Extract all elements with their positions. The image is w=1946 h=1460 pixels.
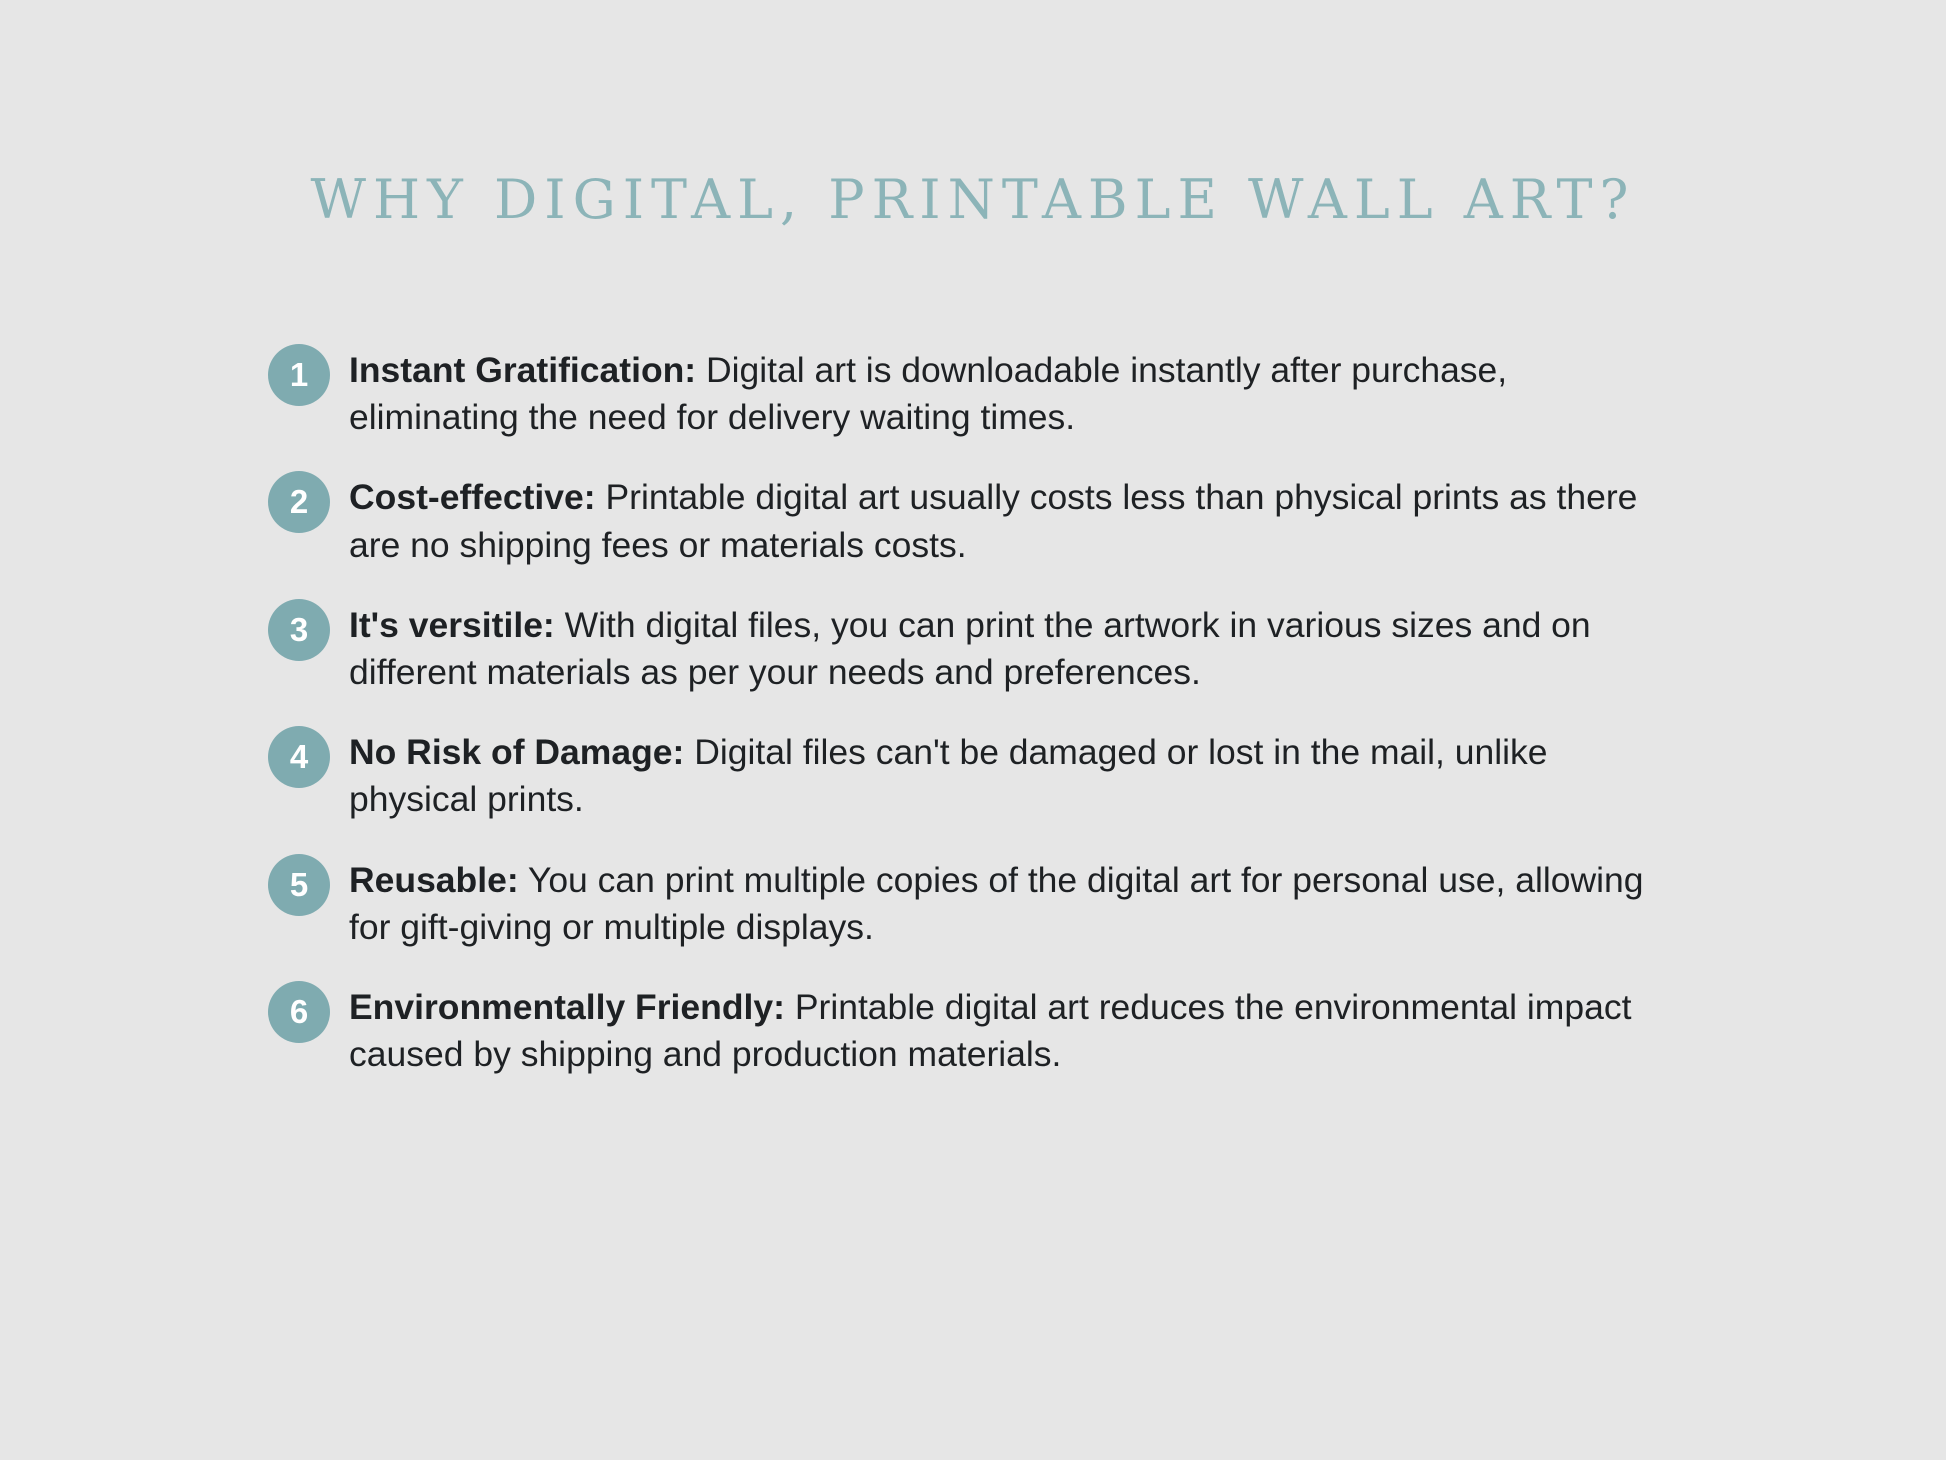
list-item-text — [349, 467, 1644, 568]
list-item-text — [349, 340, 1644, 441]
list-item-lead: Instant Gratification: — [349, 350, 697, 390]
list-item-lead: Cost-effective: — [349, 477, 596, 518]
list-item-text — [349, 722, 1644, 823]
list-item-number-badge: 1 — [268, 344, 330, 406]
list-item-body: With digital files, you can print the artwork in various sizes and on different materials as per your needs and preferences. — [349, 604, 1591, 693]
list-item-body: Printable digital art usually costs less than physical prints as there are no shipping fees or materials costs. — [349, 477, 1638, 565]
page-title: WHY DIGITAL, PRINTABLE WALL ART? — [310, 168, 1636, 231]
list-item — [268, 850, 1688, 951]
list-item — [268, 340, 1688, 441]
list-item-text — [349, 977, 1644, 1078]
list-item-number-badge: 3 — [268, 599, 330, 661]
list-item-body: Printable digital art reduces the environmental impact caused by shipping and production materials. — [349, 987, 1632, 1075]
list-item-lead: It's versitile: — [349, 604, 555, 645]
list-item-number-badge: 5 — [268, 854, 330, 916]
list-item-lead: No Risk of Damage: — [349, 732, 685, 773]
list-item-lead: Reusable: — [349, 859, 519, 900]
list-item-text — [349, 595, 1644, 696]
list-item — [268, 722, 1688, 823]
list-item — [268, 977, 1688, 1078]
list-item-body: Digital art is downloadable instantly after purchase, eliminating the need for delivery waiting times. — [349, 350, 1508, 438]
list-item-text — [349, 850, 1644, 951]
list-item-number-badge: 6 — [268, 981, 330, 1043]
benefits-list — [268, 340, 1688, 1104]
list-item-body: Digital files can't be damaged or lost in the mail, unlike physical prints. — [349, 732, 1548, 820]
list-item — [268, 467, 1688, 568]
list-item-lead: Environmentally Friendly: — [349, 987, 785, 1028]
list-item-number-badge: 2 — [268, 471, 330, 533]
list-item-body: You can print multiple copies of the digital art for personal use, allowing for gift-giving or multiple displays. — [349, 859, 1644, 947]
list-item — [268, 595, 1688, 696]
list-item-number-badge: 4 — [268, 726, 330, 788]
